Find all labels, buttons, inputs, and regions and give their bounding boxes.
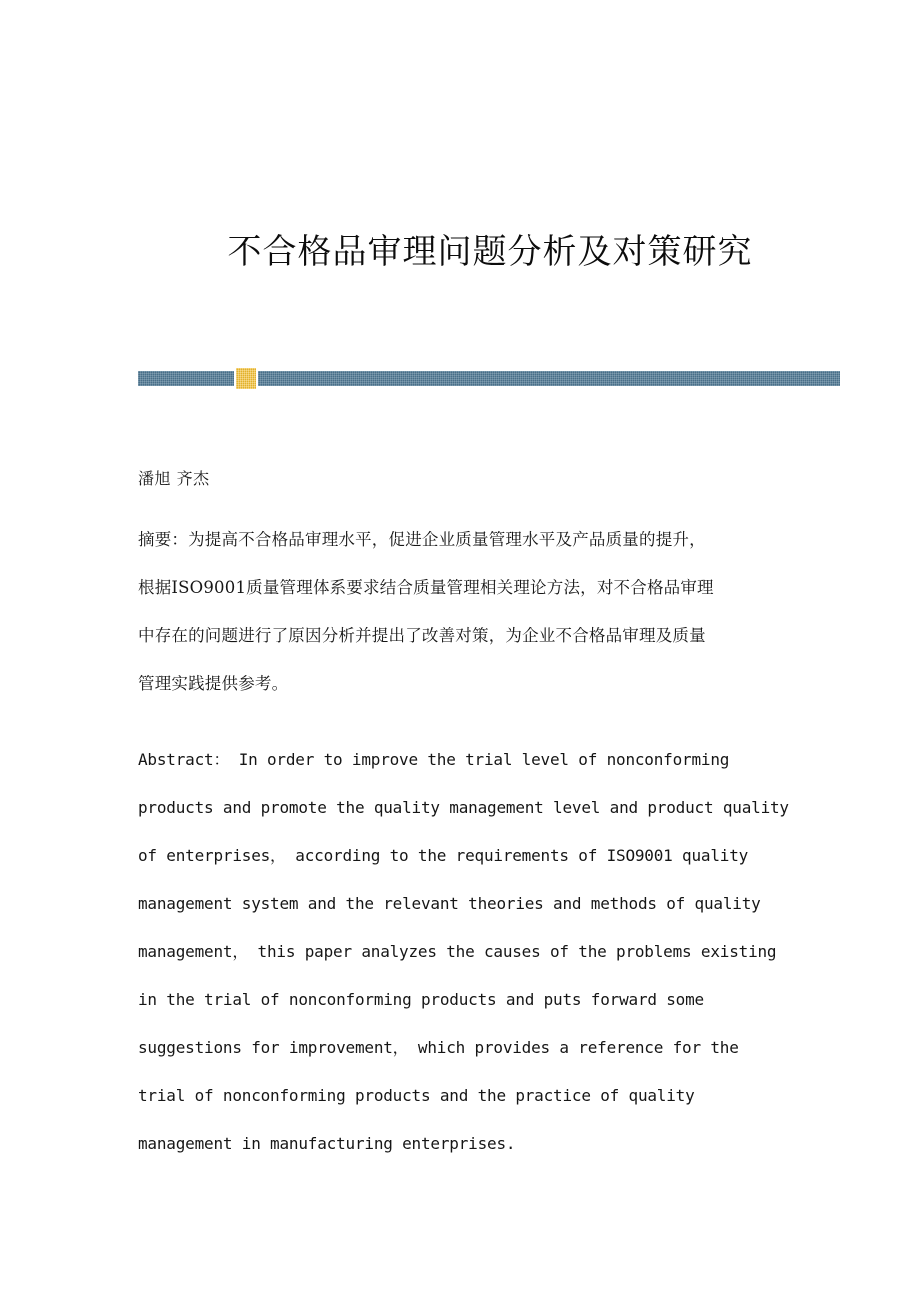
abstract-english-line: products and promote the quality management level and product quality — [138, 798, 789, 817]
abstract-chinese-line: 管理实践提供参考。 — [138, 674, 289, 693]
abstract-english-line: suggestions for improvement， which provides a reference for the — [138, 1038, 739, 1057]
abstract-english-line: management in manufacturing enterprises. — [138, 1134, 516, 1153]
author-line: 潘旭 齐杰 — [138, 469, 210, 488]
abstract-english-line: trial of nonconforming products and the practice of quality — [138, 1086, 695, 1105]
abstract-english-line: Abstract： In order to improve the trial level of nonconforming — [138, 750, 730, 769]
abstract-english-line: of enterprises， according to the requirements of ISO9001 quality — [138, 846, 749, 865]
abstract-chinese-line: 摘要：为提高不合格品审理水平，促进企业质量管理水平及产品质量的提升， — [138, 530, 706, 549]
abstract-chinese-line: 根据ISO9001质量管理体系要求结合质量管理相关理论方法，对不合格品审理 — [138, 578, 714, 597]
abstract-chinese-line: 中存在的问题进行了原因分析并提出了改善对策，为企业不合格品审理及质量 — [138, 626, 706, 645]
abstract-english-line: in the trial of nonconforming products and puts forward some — [138, 990, 704, 1009]
abstract-english-line: management， this paper analyzes the causes of the problems existing — [138, 942, 777, 961]
abstract-english — [138, 736, 844, 1168]
document-body — [138, 464, 844, 1168]
abstract-english-line: management system and the relevant theories and methods of quality — [138, 894, 761, 913]
page-title: 不合格品审理问题分析及对策研究 — [227, 231, 753, 272]
decorative-divider — [138, 371, 840, 386]
abstract-chinese — [138, 516, 844, 708]
divider-accent-square — [236, 368, 256, 389]
